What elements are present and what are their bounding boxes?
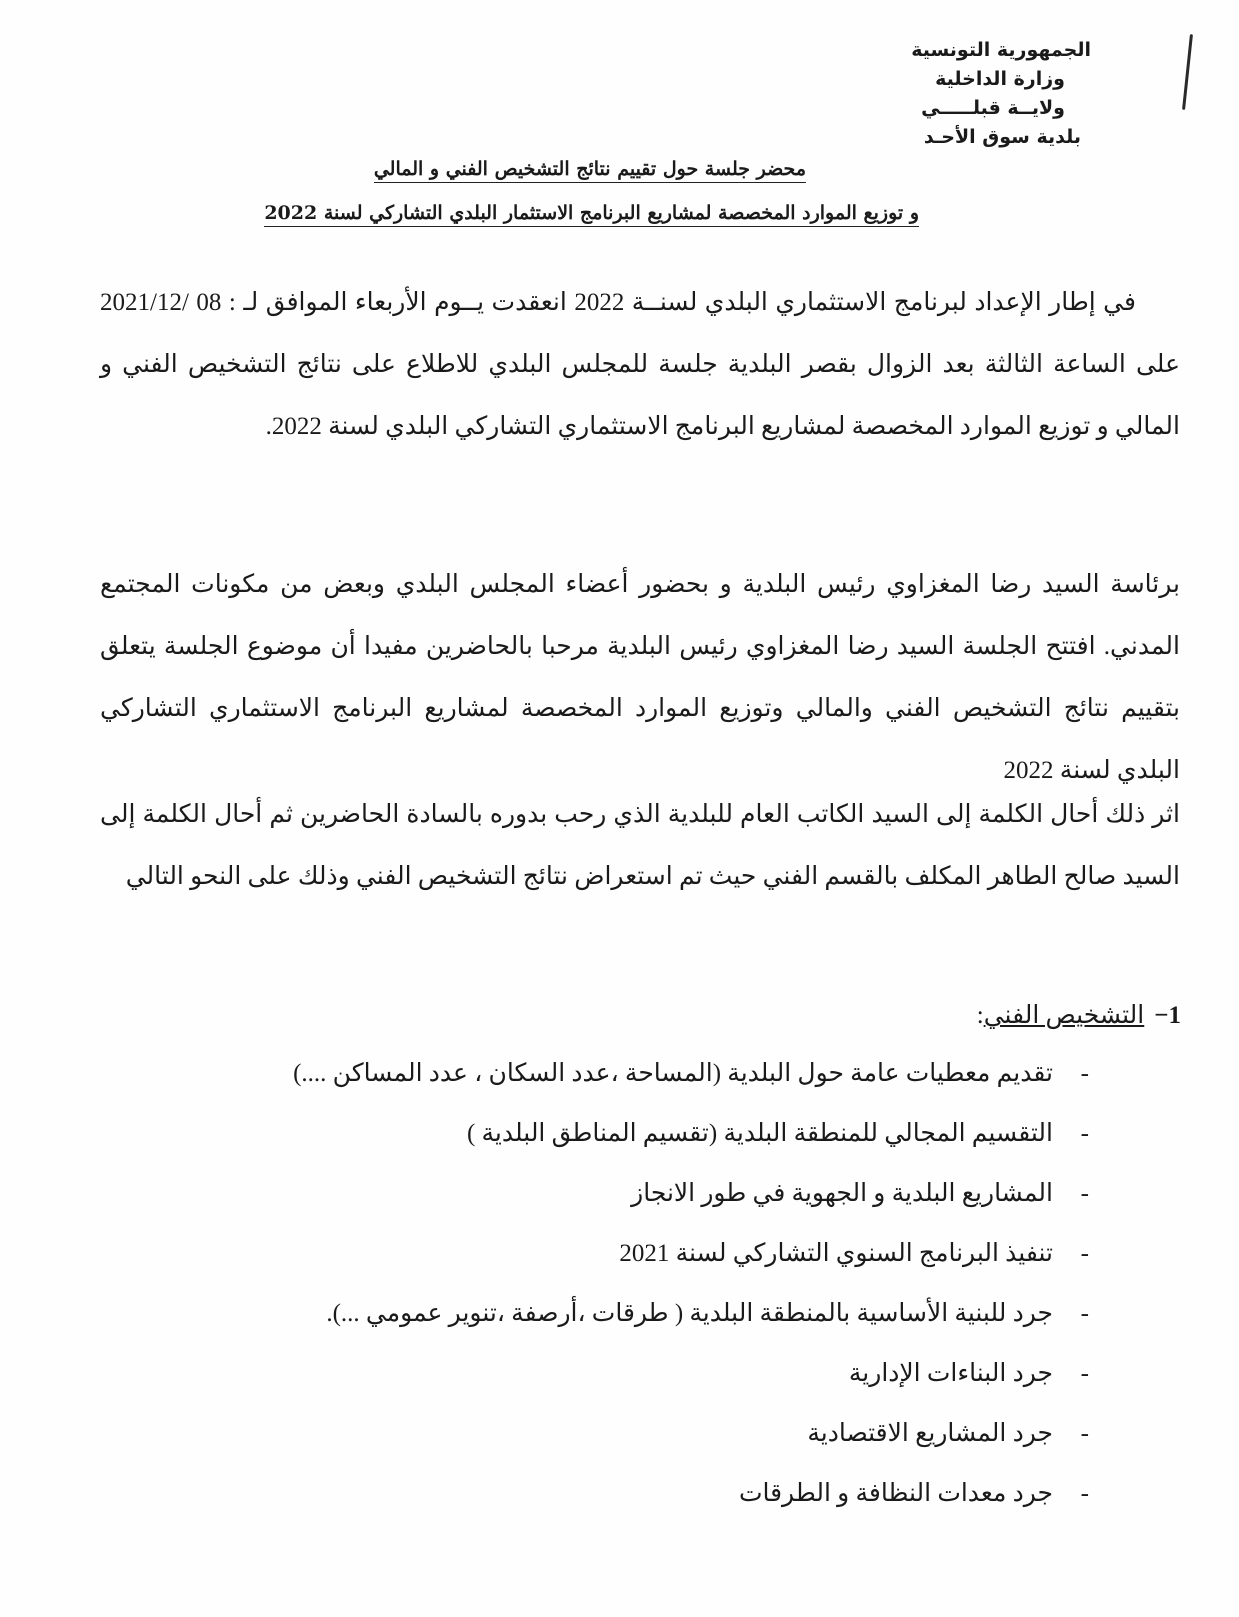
list-item-text: تقديم معطيات عامة حول البلدية (المساحة ،عدد السكان ، عدد المساكن ....)	[293, 1060, 1053, 1087]
section-number: 1−	[1154, 1002, 1181, 1029]
paragraph-chairmanship: برئاسة السيد رضا المغزاوي رئيس البلدية و بحضور أعضاء المجلس البلدي وبعض من مكونات المجتمع المدني. افتتح الجلسة السيد رضا المغزاوي رئيس البلدية مرحبا بالحاضرين مفيدا أن موضوع الجلسة يتعلق بتقييم نتائج التشخيص الفني والمالي وتوزيع الموارد المخصصة لمشاريع البرنامج الاستثماري التشاركي البلدي لسنة 2022	[100, 571, 1180, 784]
list-item-text: جرد البناءات الإدارية	[848, 1360, 1053, 1387]
list-item	[293, 1412, 1089, 1472]
list-item-text: التقسيم المجالي للمنطقة البلدية (تقسيم المناطق البلدية )	[466, 1120, 1053, 1147]
bullet-dash: -	[1080, 1180, 1089, 1207]
bullet-dash: -	[1080, 1360, 1089, 1387]
list-item	[293, 1292, 1089, 1352]
diagnosis-list	[293, 1052, 1089, 1532]
bullet-dash: -	[1080, 1060, 1089, 1087]
letterhead-ministry: وزارة الداخلية	[935, 68, 1065, 90]
section-heading-technical-diagnosis	[977, 1000, 1181, 1030]
letterhead-republic: الجمهورية التونسية	[911, 39, 1091, 61]
document-title-line2: و توزيع الموارد المخصصة لمشاريع البرنامج الاستثمار البلدي التشاركي لسنة 2022	[264, 202, 919, 227]
section-suffix: :	[976, 1002, 984, 1029]
document-title-line1: محضر جلسة حول تقييم نتائج التشخيص الفني و المالي	[374, 158, 806, 183]
bullet-dash: -	[1080, 1120, 1089, 1147]
list-item-text: تنفيذ البرنامج السنوي التشاركي لسنة 2021	[619, 1240, 1053, 1267]
handwritten-pen-mark	[1182, 34, 1193, 110]
list-item	[293, 1052, 1089, 1112]
list-item	[293, 1352, 1089, 1412]
paragraph-opening: في إطار الإعداد لبرنامج الاستثماري البلدي لسنــة 2022 انعقدت يــوم الأربعاء الموافق لـ : 08 /2021/12 على الساعة الثالثة بعد الزوال بقصر البلدية جلسة للمجلس البلدي للاطلاع على نتائج التشخيص الفني و المالي و توزيع الموارد المخصصة لمشاريع البرنامج الاستثماري التشاركي البلدي لسنة 2022.	[100, 289, 1180, 440]
list-item-text: جرد للبنية الأساسية بالمنطقة البلدية ( طرقات ،أرصفة ،تنوير عمومي ...).	[326, 1300, 1053, 1327]
section-label: التشخيص الفني	[983, 1002, 1145, 1029]
list-item-text: جرد المشاريع الاقتصادية	[807, 1420, 1053, 1447]
letterhead	[911, 36, 1091, 152]
bullet-dash: -	[1080, 1480, 1089, 1507]
list-item	[293, 1112, 1089, 1172]
list-item-text: جرد معدات النظافة و الطرقات	[738, 1480, 1053, 1507]
bullet-dash: -	[1080, 1300, 1089, 1327]
letterhead-governorate: ولايــة قبلـــــي	[921, 97, 1065, 119]
bullet-dash: -	[1080, 1420, 1089, 1447]
list-item-text: المشاريع البلدية و الجهوية في طور الانجاز	[631, 1180, 1053, 1207]
paragraph-presentation: اثر ذلك أحال الكلمة إلى السيد الكاتب العام للبلدية الذي رحب بدوره بالسادة الحاضرين ثم أحال الكلمة إلى السيد صالح الطاهر المكلف بالقسم الفني حيث تم استعراض نتائج التشخيص الفني وذلك على النحو التالي	[100, 801, 1180, 890]
list-item	[293, 1232, 1089, 1292]
bullet-dash: -	[1080, 1240, 1089, 1267]
letterhead-municipality: بلدية سوق الأحـد	[923, 126, 1081, 148]
list-item	[293, 1472, 1089, 1532]
list-item	[293, 1172, 1089, 1232]
